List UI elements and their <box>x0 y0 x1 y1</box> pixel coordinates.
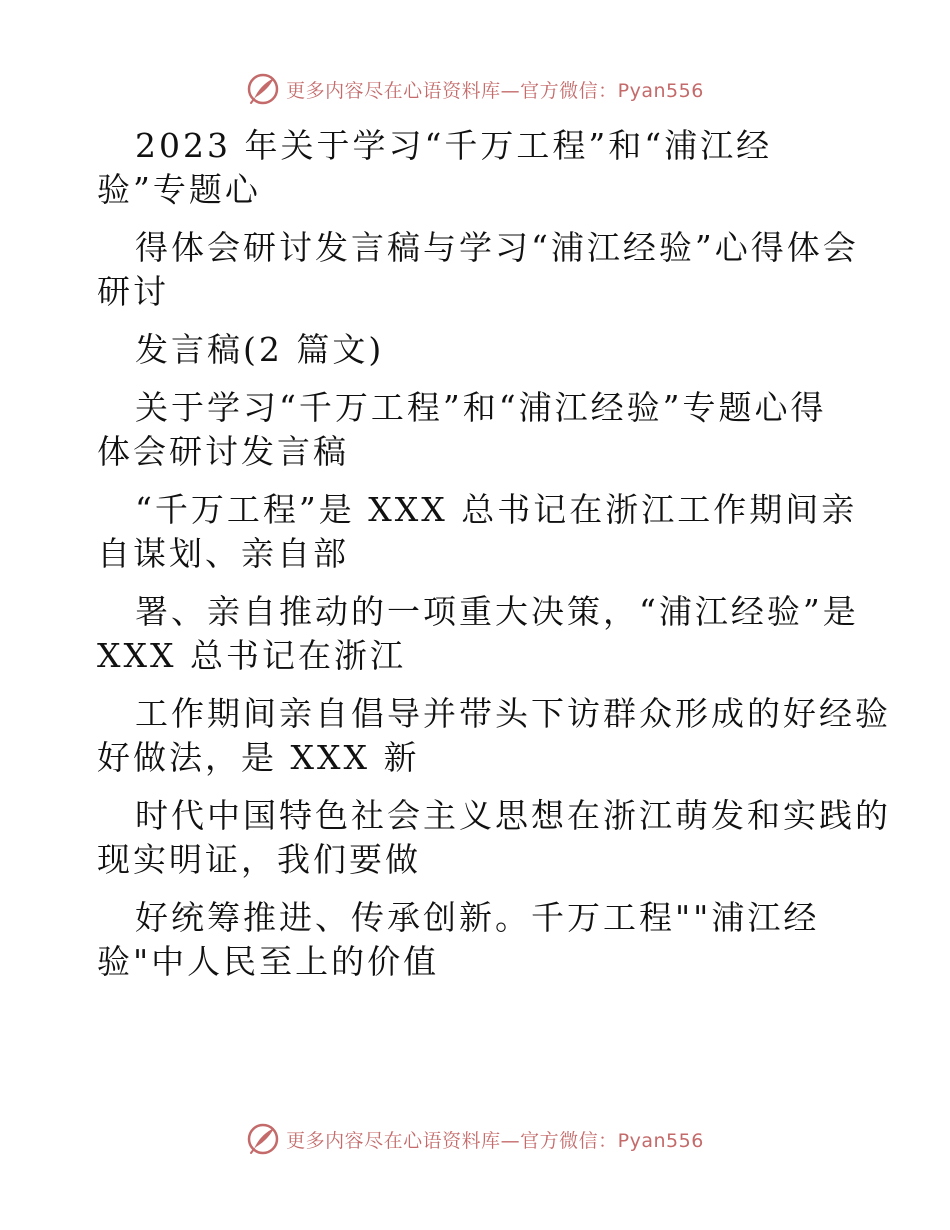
text-line: 2023 年关于学习“千万工程”和“浦江经 <box>135 126 773 165</box>
feather-pen-icon <box>246 72 280 106</box>
text-line: “千万工程”是 XXX 总书记在浙江工作期间亲 <box>135 490 858 529</box>
text-line: 得体会研讨发言稿与学习“浦江经验”心得体会 <box>135 228 859 267</box>
text-line: 体会研讨发言稿 <box>97 432 349 471</box>
text-line: 研讨 <box>97 272 169 311</box>
header-watermark <box>0 72 950 106</box>
footer-watermark <box>0 1122 950 1156</box>
watermark-text: 更多内容尽在心语资料库—官方微信：Pyan556 <box>286 1129 704 1152</box>
text-line: 验”专题心 <box>97 170 261 209</box>
text-line: 好统筹推进、传承创新。千万工程""浦江经 <box>135 898 820 937</box>
text-line: 时代中国特色社会主义思想在浙江萌发和实践的 <box>135 796 891 835</box>
text-line: 署、亲自推动的一项重大决策，“浦江经验”是 <box>135 592 859 631</box>
watermark-text: 更多内容尽在心语资料库—官方微信：Pyan556 <box>286 79 704 102</box>
text-line: 验"中人民至上的价值 <box>97 942 440 981</box>
text-line: 关于学习“千万工程”和“浦江经验”专题心得 <box>135 388 827 427</box>
text-line: 自谋划、亲自部 <box>97 534 349 573</box>
text-line: XXX 总书记在浙江 <box>97 636 406 675</box>
text-line: 现实明证，我们要做 <box>97 840 421 879</box>
text-line: 好做法，是 XXX 新 <box>97 738 420 777</box>
text-line: 工作期间亲自倡导并带头下访群众形成的好经验 <box>135 694 891 733</box>
feather-pen-icon <box>246 1122 280 1156</box>
document-body <box>97 124 891 984</box>
text-line: 发言稿(2 篇文) <box>135 330 385 369</box>
